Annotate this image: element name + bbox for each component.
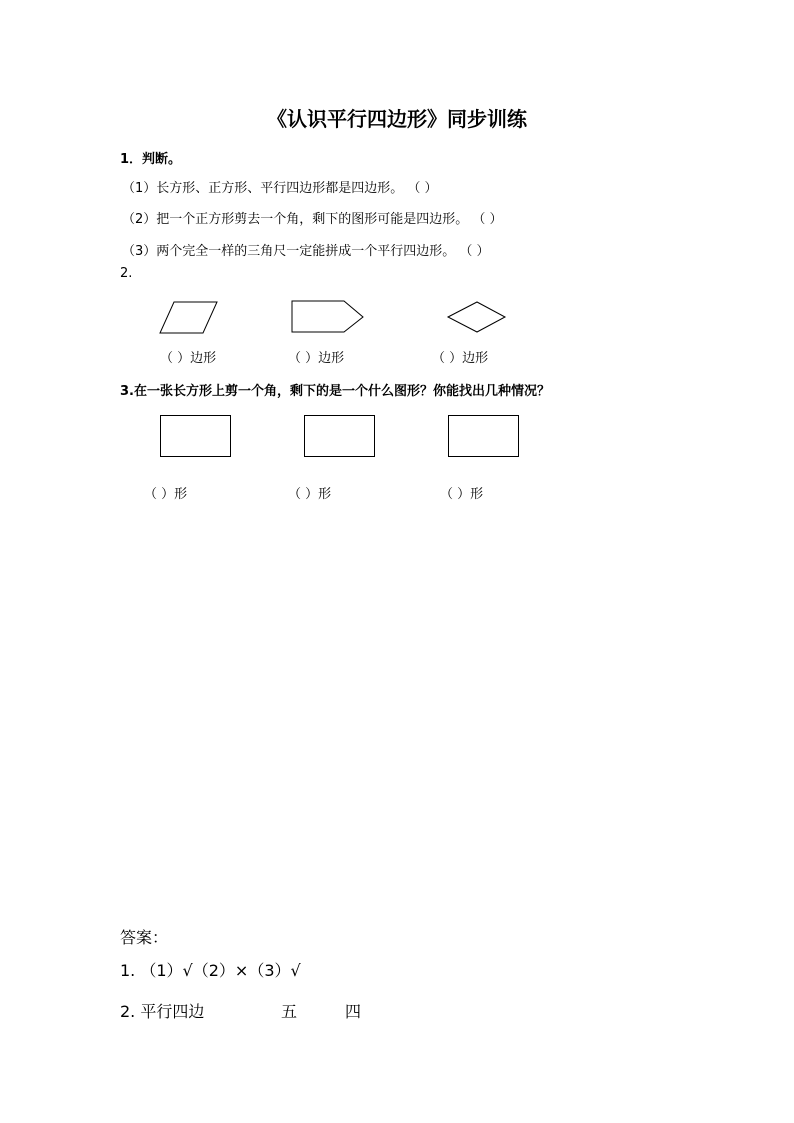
question-3-answer-label-1: （ ）形 bbox=[144, 487, 188, 502]
question-2-heading: 2. bbox=[120, 266, 133, 281]
question-1-item-2: （2）把一个正方形剪去一个角，剩下的图形可能是四边形。 （ ） bbox=[122, 212, 503, 227]
rectangle-shape-3 bbox=[448, 415, 520, 458]
page-title: 《认识平行四边形》同步训练 bbox=[267, 107, 527, 131]
question-1-item-3: （3）两个完全一样的三角尺一定能拼成一个平行四边形。 （ ） bbox=[122, 244, 490, 259]
answer-line-2-prefix: 2. 平行四边 bbox=[120, 1002, 205, 1021]
answers-heading: 答案： bbox=[120, 928, 169, 947]
question-1-item-1: （1）长方形、正方形、平行四边形都是四边形。 （ ） bbox=[122, 181, 438, 196]
question-2-answer-label-1: （ ）边形 bbox=[160, 351, 217, 366]
question-2-answer-label-2: （ ）边形 bbox=[288, 351, 345, 366]
answer-line-1: 1. （1）√（2）×（3）√ bbox=[120, 961, 301, 980]
question-3-answer-label-3: （ ）形 bbox=[440, 487, 484, 502]
question-3-heading: 3.在一张长方形上剪一个角，剩下的是一个什么图形？你能找出几种情况？ bbox=[120, 384, 550, 399]
question-2-answer-label-3: （ ）边形 bbox=[432, 351, 489, 366]
answer-line-2-quadrilateral: 四 bbox=[345, 1002, 362, 1021]
rectangle-shape-1 bbox=[160, 415, 232, 458]
rhombus-shape bbox=[448, 302, 506, 333]
question-1-heading: 1．判断。 bbox=[120, 152, 182, 167]
parallelogram-shape bbox=[160, 302, 218, 334]
pentagon-shape bbox=[292, 301, 364, 333]
question-3-answer-label-2: （ ）形 bbox=[288, 487, 332, 502]
rectangle-shape-2 bbox=[304, 415, 376, 458]
answer-line-2-pentagon: 五 bbox=[281, 1002, 298, 1021]
